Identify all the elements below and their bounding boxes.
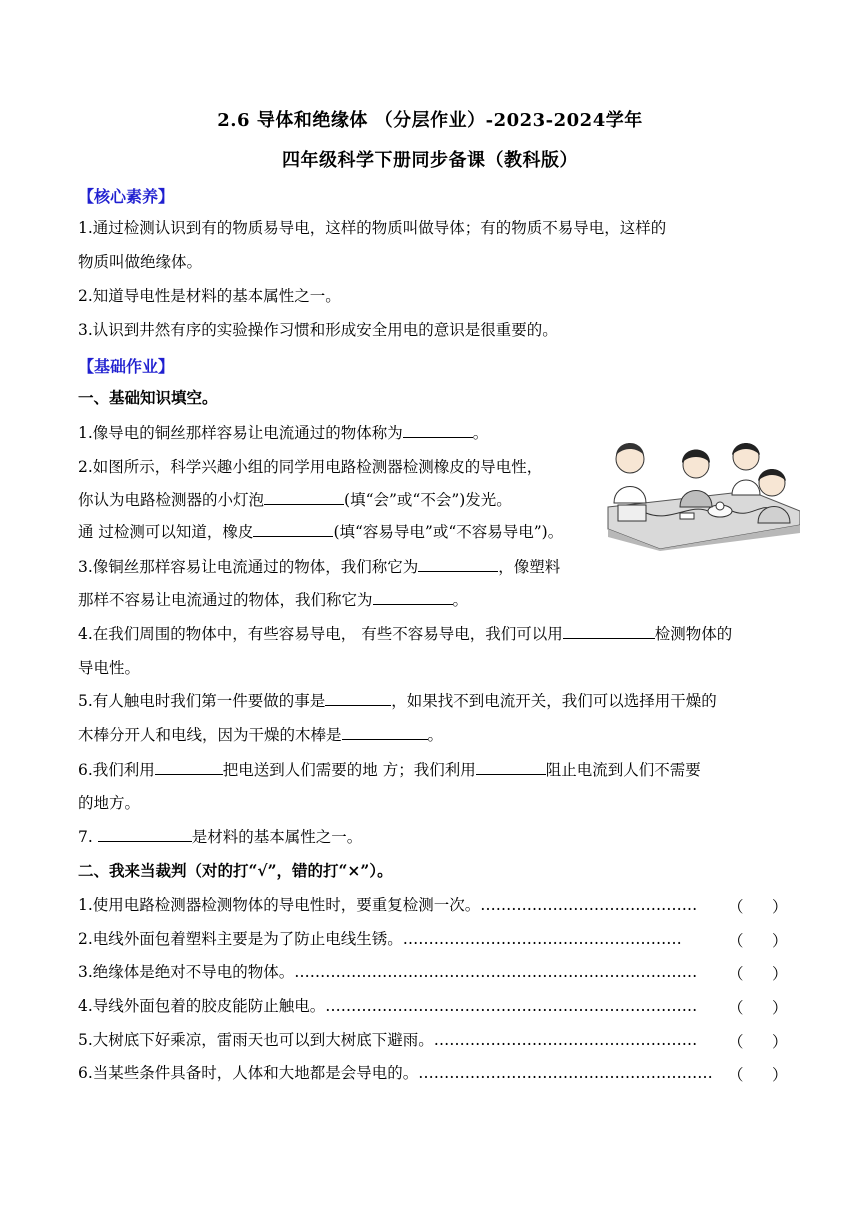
question-4-line2: 导电性。 [78, 659, 141, 677]
q5-text-b1: 木棒分开人和电线，因为干燥的木棒是 [78, 726, 342, 744]
core-item-1: 1.通过检测认识到有的物质易导电，这样的物质叫做导体；有的物质不易导电，这样的 [78, 219, 667, 237]
judge-paren-close-3: ） [772, 965, 788, 983]
core-item-2: 2.知道导电性是材料的基本属性之一。 [78, 287, 341, 305]
q1-text: 1.像导电的铜丝那样容易让电流通过的物体称为 [78, 424, 403, 442]
judge-paren-open-2[interactable]: （ [728, 932, 744, 950]
q6-text-a2: 把电送到人们需要的地 方；我们利用 [222, 761, 476, 779]
q2-blank-2[interactable] [253, 522, 333, 537]
q4-blank[interactable] [563, 624, 655, 639]
q6-blank-2[interactable] [476, 760, 546, 775]
q5-blank-2[interactable] [342, 725, 428, 740]
child-body-3 [732, 480, 760, 495]
judge-item-6: 6.当某些条件具备时，人体和大地都是会导电的。………………………………………………… [78, 1064, 713, 1082]
q2-text-b2: (填“会”或“不会”)发光。 [344, 491, 512, 509]
section-basic-heading: 【基础作业】 [78, 357, 175, 376]
q6-text-a3: 阻止电流到人们不需要 [545, 761, 701, 779]
question-1 [78, 423, 488, 443]
eraser-shape [680, 513, 694, 519]
core-item-1-cont: 物质叫做绝缘体。 [78, 253, 203, 271]
judge-paren-close-6: ） [772, 1066, 788, 1084]
question-2-line1: 2.如图所示，科学兴趣小组的同学用电路检测器检测橡皮的导电性， [78, 458, 543, 476]
q3-text-a1: 3.像铜丝那样容易让电流通过的物体，我们称它为 [78, 558, 419, 576]
q5-blank-1[interactable] [325, 691, 391, 706]
question-5-line2 [78, 725, 443, 745]
judge-paren-close-2: ） [772, 932, 788, 950]
circuit-test-illustration [600, 433, 800, 551]
q6-blank-1[interactable] [155, 760, 223, 775]
q5-text-a1: 5.有人触电时我们第一件要做的事是 [78, 692, 326, 710]
doc-title-line1: 2.6 导体和绝缘体 （分层作业）-2023-2024学年 [217, 110, 643, 131]
question-6-line1 [78, 760, 701, 780]
q3-text-b1: 那样不容易让电流通过的物体，我们称它为 [78, 591, 373, 609]
judge-paren-open-5[interactable]: （ [728, 1033, 744, 1051]
question-2-line3 [78, 522, 563, 542]
q3-text-a2: ，像塑料 [498, 558, 561, 576]
question-7 [78, 827, 362, 847]
q2-text-c1: 通 过检测可以知道，橡皮 [78, 523, 254, 541]
section-core-heading: 【核心素养】 [78, 187, 175, 206]
q5-text-b2: 。 [427, 726, 444, 744]
part2-title: 二、我来当裁判（对的打“√”，错的打“×”）。 [78, 861, 393, 880]
judge-paren-open-4[interactable]: （ [728, 999, 744, 1017]
question-5-line1 [78, 691, 717, 711]
battery-box [618, 505, 646, 521]
q3-blank-1[interactable] [418, 557, 498, 572]
judge-paren-open-3[interactable]: （ [728, 965, 744, 983]
q3-text-b2: 。 [452, 591, 469, 609]
judge-item-5: 5.大树底下好乘凉，雷雨天也可以到大树底下避雨。…………………………………………… [78, 1031, 698, 1049]
question-3-line1 [78, 557, 560, 577]
q6-text-a1: 6.我们利用 [78, 761, 155, 779]
judge-item-2: 2.电线外面包着塑料主要是为了防止电线生锈。……………………………………………… [78, 930, 682, 948]
question-6-line2: 的地方。 [78, 794, 141, 812]
judge-paren-close-1: ） [772, 898, 788, 916]
q7-blank[interactable] [98, 827, 192, 842]
question-4-line1 [78, 624, 732, 644]
q1-blank[interactable] [403, 423, 473, 438]
q2-text-c2: (填“容易导电”或“不容易导电”)。 [333, 523, 564, 541]
core-item-3: 3.认识到井然有序的实验操作习惯和形成安全用电的意识是很重要的。 [78, 321, 558, 339]
q5-text-a2: ，如果找不到电流开关，我们可以选择用干燥的 [391, 692, 717, 710]
child-body-2 [680, 491, 712, 508]
q4-text-a2: 检测物体的 [654, 625, 733, 643]
q2-blank-1[interactable] [264, 490, 344, 505]
child-body-1 [614, 487, 646, 504]
q3-blank-2[interactable] [373, 590, 453, 605]
q2-text-b1: 你认为电路检测器的小灯泡 [78, 491, 265, 509]
judge-paren-close-5: ） [772, 1033, 788, 1051]
judge-paren-open-6[interactable]: （ [728, 1066, 744, 1084]
judge-item-4: 4.导线外面包着的胶皮能防止触电。……………………………………………………………… [78, 997, 698, 1015]
part1-title: 一、基础知识填空。 [78, 388, 218, 407]
judge-paren-open-1[interactable]: （ [728, 898, 744, 916]
q7-text-a1: 7. [78, 828, 98, 846]
judge-paren-close-4: ） [772, 999, 788, 1017]
bulb-icon [716, 502, 724, 510]
judge-item-1: 1.使用电路检测器检测物体的导电性时，要重复检测一次。…………………………………… [78, 896, 698, 914]
judge-item-3: 3.绝缘体是绝对不导电的物体。…………………………………………………………………… [78, 963, 698, 981]
question-2-line2 [78, 490, 512, 510]
q4-text-a1: 4.在我们周围的物体中，有些容易导电， 有些不容易导电，我们可以用 [78, 625, 563, 643]
q1-end: 。 [472, 424, 489, 442]
question-3-line2 [78, 590, 468, 610]
doc-title-line2: 四年级科学下册同步备课（教科版） [282, 150, 578, 171]
q7-text-a2: 是材料的基本属性之一。 [191, 828, 363, 846]
